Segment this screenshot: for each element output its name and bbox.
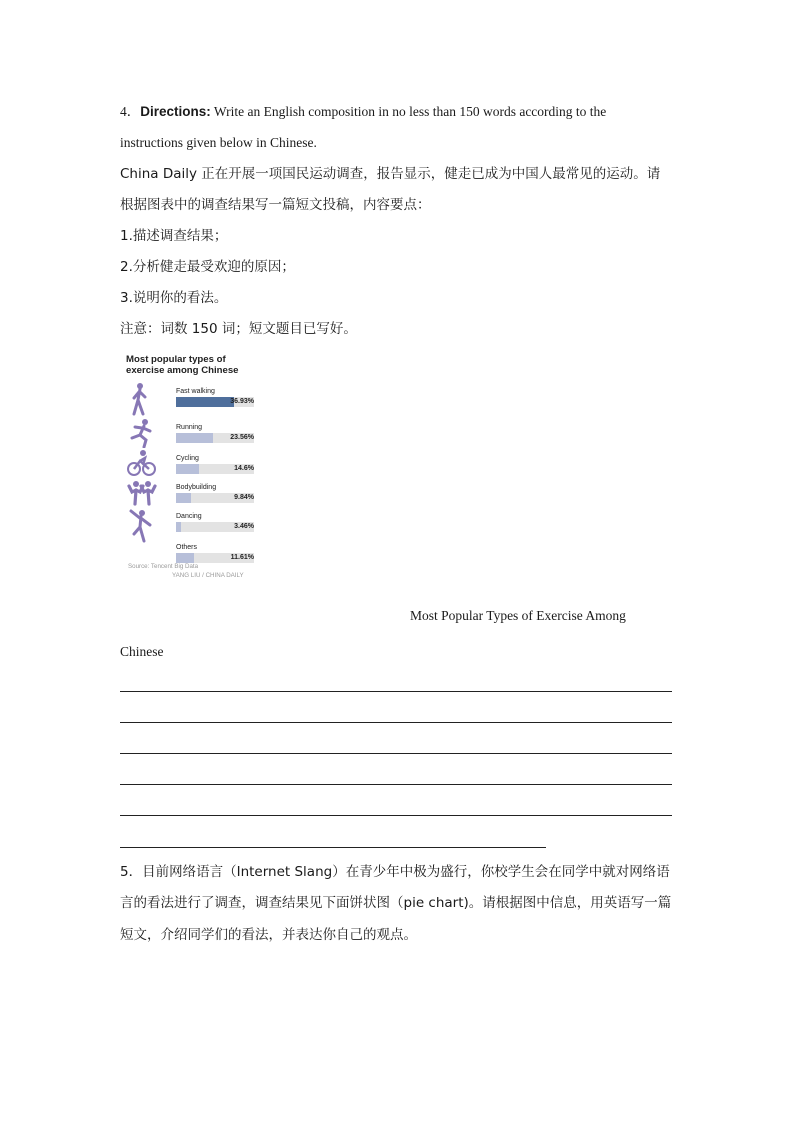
point-2: 2.分析健走最受欢迎的原因； [120,259,295,275]
bar-track [176,464,254,474]
question-number: 5． [120,864,143,880]
writing-line[interactable] [120,722,672,723]
question-number: 4． [120,104,141,119]
bar-label: Dancing [176,513,202,520]
bar-label: Others [176,544,198,551]
chart-title [126,354,239,376]
q5-line3: 短文，介绍同学们的看法，并表达你自己的观点。 [120,927,417,943]
q5-line2: 言的看法进行了调查，调查结果见下面饼状图（pie chart)。请根据图中信息，用英语写一篇 [120,895,672,911]
point-3: 3.说明你的看法。 [120,290,228,306]
bar [176,433,213,443]
bar [176,493,191,503]
value-label: 36.93% [230,398,254,405]
directions-text: Write an English composition in no less than 150 words according to the [210,104,607,119]
writing-line[interactable] [120,815,672,816]
bar-track [176,433,254,443]
bar-label: Bodybuilding [176,484,217,491]
chart-title-line1: Most popular types of [126,354,226,365]
directions-label: Directions: [140,104,211,119]
value-label: 9.84% [234,494,254,501]
q5-text: 目前网络语言（Internet Slang）在青少年中极为盛行，你校学生会在同学中就对网络语 [142,864,670,880]
q4-directions-line [120,102,606,122]
chart-credit: YANG LIU / CHINA DAILY [172,572,244,579]
bar-label: Running [176,424,203,431]
value-label: 14.6% [234,465,254,472]
bar-track [176,493,254,503]
note: 注意：词数 150 词；短文题目已写好。 [120,321,357,337]
writing-line[interactable] [120,847,546,848]
task-description-line1: China Daily 正在开展一项国民运动调查，报告显示，健走已成为中国人最常见的运动。请 [120,166,661,182]
value-label: 23.56% [230,434,254,441]
point-1: 1.描述调查结果； [120,228,228,244]
bar-label: Cycling [176,455,199,462]
bar-track [176,553,254,563]
writing-line[interactable] [120,691,672,692]
bar [176,397,234,407]
bar [176,522,181,532]
chart-source: Source: Tencent Big Data [128,563,199,570]
essay-title-line1: Most Popular Types of Exercise Among [410,608,626,623]
chart-title-line2: exercise among Chinese [126,365,239,376]
value-label: 3.46% [234,523,254,530]
bar [176,464,199,474]
bar-track [176,522,254,532]
essay-title-line2: Chinese [120,644,164,659]
writing-line[interactable] [120,784,672,785]
q5-line1 [120,862,670,882]
bar-track [176,397,254,407]
bar-label: Fast walking [176,388,215,395]
chart-row [124,388,264,418]
writing-line[interactable] [120,753,672,754]
bar [176,553,194,563]
directions-text-line2: instructions given below in Chinese. [120,135,317,150]
chart-row [124,513,264,543]
exercise-infographic [124,352,264,586]
value-label: 11.61% [230,554,254,561]
task-description-line2: 根据图表中的调查结果写一篇短文投稿，内容要点： [120,197,431,213]
